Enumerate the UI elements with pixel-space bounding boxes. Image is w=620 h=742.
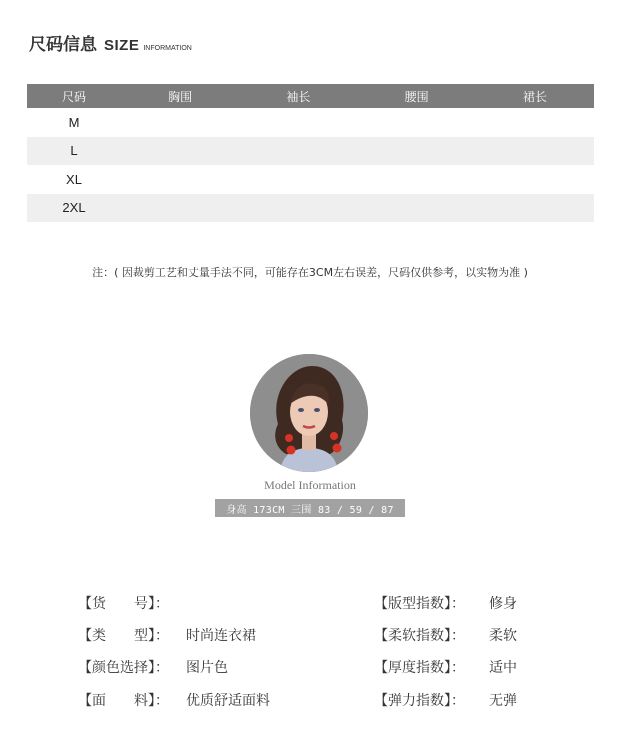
length-cell <box>476 137 594 166</box>
info-row <box>374 594 517 614</box>
info-label: 【柔软指数】： <box>374 628 465 644</box>
info-value: 柔软 <box>489 628 517 644</box>
page-title <box>29 30 192 55</box>
table-row <box>27 137 594 166</box>
column-header-waist: 腰围 <box>358 84 476 108</box>
size-cell: L <box>27 137 121 166</box>
size-table <box>27 84 594 222</box>
info-row <box>374 658 517 678</box>
title-cn: 尺码信息 <box>29 35 97 55</box>
info-label: 【版型指数】： <box>374 596 465 612</box>
column-header-bust: 胸围 <box>121 84 239 108</box>
column-header-sleeve: 袖长 <box>239 84 357 108</box>
title-sub: INFORMATION <box>143 45 192 52</box>
model-stats-bar: 身高 173CM 三围 83 / 59 / 87 <box>215 499 405 517</box>
model-info-title: Model Information <box>264 478 356 492</box>
size-note: 注：( 因裁剪工艺和丈量手法不同，可能存在3CM左右误差，尺码仅供参考，以实物为准 ) <box>92 266 528 279</box>
size-cell: 2XL <box>27 194 121 223</box>
table-row <box>27 165 594 194</box>
column-header-size: 尺码 <box>27 84 121 108</box>
model-portrait-icon <box>250 354 368 472</box>
sleeve-cell <box>239 137 357 166</box>
info-value: 无弹 <box>489 693 517 709</box>
info-row <box>374 691 517 711</box>
info-value: 适中 <box>489 660 517 676</box>
length-cell <box>476 194 594 223</box>
info-row <box>374 626 517 646</box>
size-table-header <box>27 84 594 108</box>
info-row <box>78 658 228 678</box>
sleeve-cell <box>239 194 357 223</box>
sleeve-cell <box>239 165 357 194</box>
size-cell: M <box>68 114 80 130</box>
title-en: SIZE <box>104 37 140 54</box>
bust-cell <box>121 165 239 194</box>
bust-cell <box>121 108 239 137</box>
info-row <box>78 691 270 711</box>
waist-cell <box>358 108 476 137</box>
table-row <box>27 108 594 137</box>
length-cell <box>476 165 594 194</box>
waist-cell <box>358 165 476 194</box>
length-cell <box>476 108 594 137</box>
info-label: 【货 号】： <box>78 596 169 612</box>
info-value: 修身 <box>489 596 517 612</box>
info-row <box>78 594 186 614</box>
sleeve-cell <box>239 108 357 137</box>
info-label: 【厚度指数】： <box>374 660 465 676</box>
bust-cell <box>121 137 239 166</box>
bust-cell <box>121 194 239 223</box>
info-label: 【面 料】： <box>78 693 169 709</box>
info-label: 【颜色选择】： <box>78 660 169 676</box>
waist-cell <box>358 137 476 166</box>
waist-cell <box>358 194 476 223</box>
info-value: 优质舒适面料 <box>186 693 270 709</box>
info-row <box>78 626 256 646</box>
info-label: 【类 型】： <box>78 628 169 644</box>
info-value: 时尚连衣裙 <box>186 628 256 644</box>
info-value: 图片色 <box>186 660 228 676</box>
info-label: 【弹力指数】： <box>374 693 465 709</box>
column-header-length: 裙长 <box>476 84 594 108</box>
model-avatar <box>250 354 368 472</box>
size-cell: XL <box>66 171 82 187</box>
table-row <box>27 194 594 223</box>
